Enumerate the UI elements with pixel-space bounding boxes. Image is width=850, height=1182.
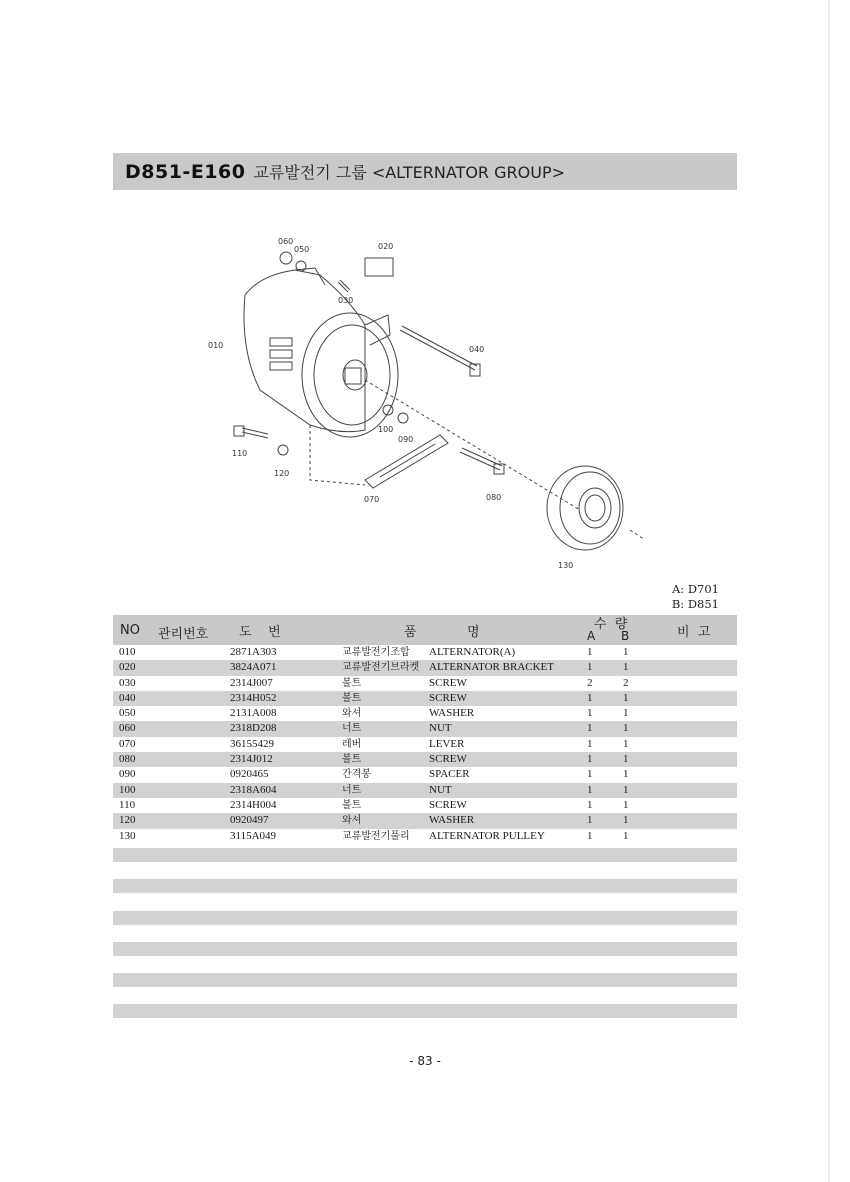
cell-name-en: NUT	[429, 722, 452, 735]
callout-010: 010	[208, 341, 224, 350]
cell-name-kr: 볼트	[342, 754, 362, 766]
cell-name-kr: 교류발전기풀리	[342, 830, 410, 842]
callout-130: 130	[558, 561, 574, 570]
cell-qty-a: 1	[587, 691, 593, 704]
cell-name-en: SCREW	[429, 798, 467, 811]
table-row	[113, 706, 737, 721]
cell-qty-a: 1	[587, 798, 593, 811]
cell-qty-a: 1	[587, 783, 593, 796]
header-no: NO	[120, 623, 140, 638]
cell-no: 010	[119, 646, 136, 658]
cell-qty-a: 1	[587, 768, 593, 781]
cell-dwg-no: 2314J007	[230, 676, 273, 689]
cell-name-en: WASHER	[429, 707, 475, 720]
callout-060: 060	[278, 237, 294, 246]
cell-name-en: ALTERNATOR(A)	[429, 646, 516, 658]
cell-name-kr: 와셔	[342, 815, 362, 827]
callout-110: 110	[232, 449, 248, 458]
table-row	[113, 783, 737, 798]
empty-row-stripe	[113, 973, 737, 987]
cell-name-kr: 와셔	[342, 708, 362, 720]
cell-name-kr: 교류발전기브라켓	[342, 662, 420, 674]
legend-a: A: D701	[671, 582, 719, 596]
header-qty: 수 량	[594, 617, 628, 632]
cell-name-en: LEVER	[429, 737, 465, 750]
cell-dwg-no: 0920497	[230, 814, 269, 827]
header-qty-a: A	[587, 629, 596, 643]
cell-qty-b: 1	[623, 646, 629, 658]
callout-040: 040	[469, 345, 485, 354]
table-header	[113, 615, 737, 645]
cell-dwg-no: 2318A604	[230, 783, 277, 796]
cell-qty-b: 1	[623, 798, 629, 811]
table-row	[113, 767, 737, 782]
cell-dwg-no: 2131A008	[230, 707, 277, 720]
page-number: - 83 -	[409, 1054, 441, 1068]
callout-030: 030	[338, 296, 354, 305]
cell-qty-b: 1	[623, 814, 629, 827]
header-mgmt-no: 관리번호	[158, 627, 209, 642]
cell-qty-b: 1	[623, 753, 629, 766]
cell-qty-b: 1	[623, 768, 629, 781]
cell-dwg-no: 3824A071	[230, 661, 277, 674]
cell-name-en: SPACER	[429, 768, 470, 781]
cell-name-en: SCREW	[429, 753, 467, 766]
section-title: 교류발전기 그룹 <ALTERNATOR GROUP>	[253, 163, 566, 182]
cell-name-en: SCREW	[429, 691, 467, 704]
cell-qty-a: 1	[587, 753, 593, 766]
empty-row-stripe	[113, 942, 737, 956]
cell-dwg-no: 36155429	[230, 737, 274, 750]
model-legend	[672, 582, 719, 612]
cell-dwg-no: 2314H004	[230, 798, 277, 811]
callout-080: 080	[486, 493, 502, 502]
cell-no: 040	[119, 691, 136, 704]
cell-qty-b: 1	[623, 783, 629, 796]
cell-dwg-no: 0920465	[230, 768, 269, 781]
cell-qty-a: 1	[587, 646, 593, 658]
cell-name-en: ALTERNATOR BRACKET	[429, 661, 554, 674]
parts-table	[113, 615, 737, 844]
cell-qty-a: 1	[587, 661, 593, 674]
cell-dwg-no: 2314H052	[230, 691, 277, 704]
cell-name-kr: 레버	[342, 738, 362, 750]
cell-qty-b: 1	[623, 722, 629, 735]
cell-no: 060	[119, 722, 136, 735]
cell-name-kr: 너트	[342, 784, 362, 796]
header-name-pum: 품	[404, 625, 417, 640]
cell-name-en: WASHER	[429, 814, 475, 827]
cell-qty-b: 1	[623, 691, 629, 704]
cell-no: 100	[119, 783, 136, 796]
cell-no: 090	[119, 768, 136, 781]
cell-dwg-no: 2318D208	[230, 722, 277, 735]
cell-no: 020	[119, 661, 136, 674]
cell-qty-b: 1	[623, 707, 629, 720]
scan-edge-line	[828, 0, 830, 1182]
table-row	[113, 737, 737, 752]
cell-name-en: SCREW	[429, 676, 467, 689]
table-body	[113, 645, 737, 844]
cell-dwg-no: 2314J012	[230, 753, 273, 766]
cell-qty-b: 1	[623, 661, 629, 674]
cell-qty-a: 1	[587, 737, 593, 750]
cell-name-kr: 볼트	[342, 692, 362, 704]
cell-qty-a: 2	[587, 676, 593, 689]
cell-name-kr: 너트	[342, 723, 362, 735]
table-row	[113, 645, 737, 660]
cell-name-kr: 볼트	[342, 799, 362, 811]
cell-qty-b: 1	[623, 737, 629, 750]
cell-no: 080	[119, 753, 136, 766]
header-dwg-no: 도 번	[239, 625, 281, 640]
empty-row-stripe	[113, 911, 737, 925]
table-row	[113, 752, 737, 767]
legend-b: B: D851	[671, 597, 719, 611]
cell-dwg-no: 3115A049	[230, 829, 277, 842]
cell-name-en: NUT	[429, 783, 452, 796]
cell-name-kr: 볼트	[342, 677, 362, 689]
cell-no: 050	[119, 707, 136, 720]
cell-dwg-no: 2871A303	[230, 646, 277, 658]
table-row	[113, 676, 737, 691]
cell-no: 120	[119, 814, 136, 827]
cell-qty-b: 1	[623, 829, 629, 842]
cell-no: 110	[119, 798, 136, 811]
cell-qty-b: 2	[623, 676, 629, 689]
table-row	[113, 660, 737, 675]
callout-090: 090	[398, 435, 414, 444]
callout-020: 020	[378, 242, 394, 251]
cell-name-kr: 간격봉	[342, 769, 371, 781]
cell-name-kr: 교류발전기조합	[342, 647, 410, 658]
header-qty-b: B	[621, 629, 630, 643]
section-code: D851-E160	[125, 160, 246, 183]
cell-no: 070	[119, 737, 136, 750]
callout-070: 070	[364, 495, 380, 504]
cell-qty-a: 1	[587, 707, 593, 720]
section-title-bar	[113, 153, 737, 190]
header-remarks: 비 고	[677, 625, 711, 640]
cell-qty-a: 1	[587, 814, 593, 827]
cell-qty-a: 1	[587, 722, 593, 735]
table-row	[113, 798, 737, 813]
cell-name-en: ALTERNATOR PULLEY	[429, 829, 545, 842]
exploded-parts-diagram	[190, 230, 650, 575]
empty-row-stripe	[113, 1004, 737, 1018]
callout-120: 120	[274, 469, 290, 478]
cell-no: 130	[119, 829, 136, 842]
table-row	[113, 721, 737, 736]
table-row	[113, 813, 737, 828]
table-row	[113, 691, 737, 706]
callout-050: 050	[294, 245, 310, 254]
header-name-myeong: 명	[467, 625, 480, 640]
cell-qty-a: 1	[587, 829, 593, 842]
empty-row-stripe	[113, 879, 737, 893]
table-row	[113, 829, 737, 844]
empty-row-stripe	[113, 848, 737, 862]
cell-no: 030	[119, 676, 136, 689]
callout-100: 100	[378, 425, 394, 434]
